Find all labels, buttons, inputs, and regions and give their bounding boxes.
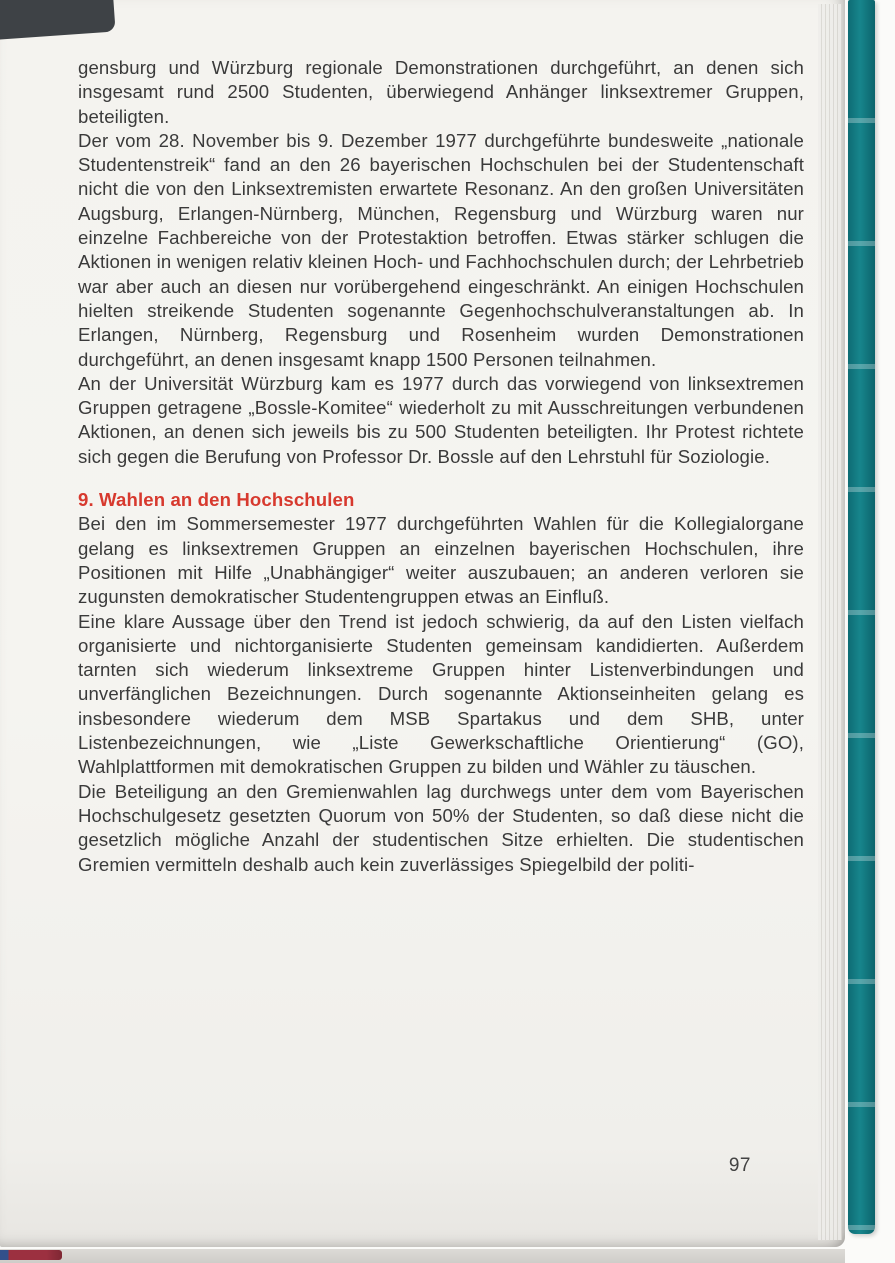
page-number: 97 <box>728 1155 751 1176</box>
paragraph: Eine klare Aussage über den Trend ist jedoch schwierig, da auf den Listen vielfach organisierte und nichtorganisierte Studenten gemeinsam kandidierten. Außerdem tarnten sich wiederum linksextreme Gruppen hinter Listenverbindungen und unverfänglichen Bezeichnungen. Durch sogenannte Aktionseinheiten gelang es insbesondere wiederum dem MSB Spartakus und dem SHB, unter Listenbezeichnungen, wie „Liste Gewerkschaftliche Orientierung“ (GO), Wahlplattformen mit demokratischen Gruppen zu bilden und Wähler zu täuschen. <box>78 610 804 778</box>
paragraph: Die Beteiligung an den Gremienwahlen lag durchwegs unter dem vom Bayerischen Hochschulgesetz gesetzten Quorum von 50% der Studenten, so daß diese nicht die gesetzlich mögliche Anzahl der studentischen Sitze erhielten. Die studentischen Gremien vermitteln deshalb auch kein zuverlässiges Spiegelbild der politi- <box>78 780 804 875</box>
section-heading: 9. Wahlen an den Hochschulen <box>78 489 355 511</box>
paragraph: Der vom 28. November bis 9. Dezember 1977 durchgeführte bundesweite „nationale Studentenstreik“ fand an den 26 bayerischen Hochschulen bei der Studentenschaft nicht die von den Linksextremisten erwartete Resonanz. An den großen Universitäten Augsburg, Erlangen-Nürnberg, München, Regensburg und Würzburg waren nur einzelne Fachbereiche von der Protestaktion betroffen. Etwas stärker schlugen die Aktionen in wenigen relativ kleinen Hoch- und Fachhochschulen durch; der Lehrbetrieb war aber auch an diesen nur vorübergehend eingeschränkt. An einigen Hochschulen hielten streikende Studenten sogenannte Gegenhochschulveranstaltungen ab. In Erlangen, Nürnberg, Regensburg und Rosenheim wurden Demonstrationen durchgeführt, an denen insgesamt knapp 1500 Personen teilnahmen. <box>78 129 804 370</box>
paragraph: gensburg und Würzburg regionale Demonstrationen durchgeführt, an denen sich insgesamt rund 2500 Studenten, überwiegend Anhänger linksextremer Gruppen, beteiligten. <box>78 57 804 127</box>
paragraph: Bei den im Sommersemester 1977 durchgeführten Wahlen für die Kollegialorgane gelang es linksextremen Gruppen an einzelnen bayerischen Hochschulen, ihre Positionen mit Hilfe „Unabhängiger“ weiter auszubauen; an anderen verloren sie zugunsten demokratischer Studentengruppen etwas an Einfluß. <box>78 513 804 608</box>
page-edge-lines <box>818 4 842 1240</box>
binding-strip <box>0 1250 62 1260</box>
bookmark-ribbon <box>848 0 875 1234</box>
paragraph: An der Universität Würzburg kam es 1977 durch das vorwiegend von linksextremen Gruppen getragene „Bossle-Komitee“ wiederholt zu mit Ausschreitungen verbundenen Aktionen, an denen sich jeweils bis zu 500 Studenten beteiligten. Ihr Protest richtete sich gegen die Berufung von Professor Dr. Bossle auf den Lehrstuhl für Soziologie. <box>78 372 804 467</box>
scan-bottom-edge <box>0 1249 845 1263</box>
text-block <box>78 56 804 877</box>
